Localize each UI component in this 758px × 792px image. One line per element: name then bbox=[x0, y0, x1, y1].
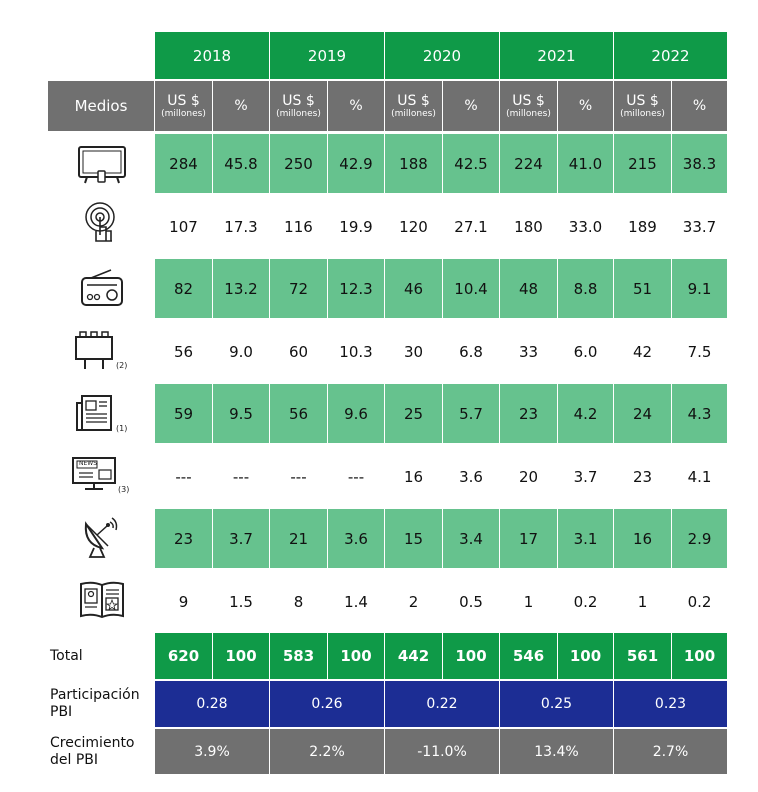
table-cell: --- bbox=[175, 467, 192, 486]
magazine-icon bbox=[76, 576, 128, 624]
table-cell: 46 bbox=[385, 259, 442, 318]
table-cell: 1 bbox=[637, 592, 648, 611]
year-2021: 2021 bbox=[500, 32, 613, 79]
table-cell: 24 bbox=[614, 384, 671, 443]
table-cell: 8 bbox=[293, 592, 304, 611]
pct-header: % bbox=[328, 81, 384, 131]
table-cell: 27.1 bbox=[454, 217, 488, 236]
table-cell: 3.7 bbox=[573, 467, 598, 486]
usd-header bbox=[155, 81, 212, 131]
table-cell: 17.3 bbox=[224, 217, 258, 236]
usd-header bbox=[270, 81, 327, 131]
participacion-cell: 0.22 bbox=[385, 681, 499, 727]
table-cell: 16 bbox=[614, 509, 671, 568]
total-cell: 583 bbox=[270, 633, 327, 679]
total-cell: 100 bbox=[443, 633, 499, 679]
usd-header-sublabel: (millones) bbox=[391, 108, 436, 119]
table-cell: 3.1 bbox=[558, 509, 613, 568]
crecimiento-label: Crecimiento del PBI bbox=[50, 735, 135, 768]
table-cell: 10.3 bbox=[339, 342, 373, 361]
participacion-cell: 0.25 bbox=[500, 681, 613, 727]
table-cell: 215 bbox=[614, 134, 671, 193]
usd-header-label: US $ bbox=[282, 92, 315, 109]
participacion-cell: 0.23 bbox=[614, 681, 727, 727]
table-cell: 107 bbox=[169, 217, 198, 236]
total-cell: 442 bbox=[385, 633, 442, 679]
news-monitor-label: NEWS bbox=[79, 460, 98, 467]
year-2018: 2018 bbox=[155, 32, 269, 79]
table-cell: 9.0 bbox=[229, 342, 253, 361]
billboard-icon bbox=[72, 327, 116, 373]
satellite-dish-icon bbox=[78, 512, 126, 562]
touch-screen-icon bbox=[78, 200, 126, 248]
table-cell: 33.0 bbox=[568, 217, 603, 236]
table-cell: 3.4 bbox=[443, 509, 499, 568]
table-cell: 51 bbox=[614, 259, 671, 318]
table-cell: 0.2 bbox=[687, 592, 712, 611]
table-cell: 33.7 bbox=[682, 217, 717, 236]
table-cell: 7.5 bbox=[687, 342, 712, 361]
total-label: Total bbox=[50, 647, 83, 664]
table-cell: 3.6 bbox=[459, 467, 483, 486]
table-cell: 21 bbox=[270, 509, 327, 568]
table-cell: 10.4 bbox=[443, 259, 499, 318]
table-cell: 56 bbox=[173, 342, 194, 361]
table-cell: --- bbox=[290, 467, 307, 486]
year-2019: 2019 bbox=[270, 32, 384, 79]
total-cell: 546 bbox=[500, 633, 557, 679]
table-cell: 9.5 bbox=[213, 384, 269, 443]
usd-header-sublabel: (millones) bbox=[620, 108, 665, 119]
usd-header bbox=[385, 81, 442, 131]
table-cell: 82 bbox=[155, 259, 212, 318]
table-cell: 23 bbox=[500, 384, 557, 443]
usd-header bbox=[614, 81, 671, 131]
table-cell: 250 bbox=[270, 134, 327, 193]
table-cell: 2.9 bbox=[672, 509, 727, 568]
usd-header bbox=[500, 81, 557, 131]
newspaper-icon bbox=[72, 390, 116, 436]
table-cell: 1.4 bbox=[344, 592, 368, 611]
participacion-cell: 0.26 bbox=[270, 681, 384, 727]
year-2020: 2020 bbox=[385, 32, 499, 79]
table-cell: 6.8 bbox=[459, 342, 483, 361]
table-cell: 38.3 bbox=[672, 134, 727, 193]
table-cell: 0.2 bbox=[573, 592, 598, 611]
billboard-note: (2) bbox=[116, 361, 128, 370]
table-cell: 3.7 bbox=[213, 509, 269, 568]
usd-header-label: US $ bbox=[397, 92, 430, 109]
total-cell: 561 bbox=[614, 633, 671, 679]
crecimiento-cell: 2.2% bbox=[270, 729, 384, 774]
table-cell: 4.3 bbox=[672, 384, 727, 443]
news-monitor-note: (3) bbox=[118, 485, 130, 494]
table-cell: 2 bbox=[408, 592, 419, 611]
table-cell: 59 bbox=[155, 384, 212, 443]
total-cell: 100 bbox=[328, 633, 384, 679]
table-cell: 224 bbox=[500, 134, 557, 193]
table-cell: 9 bbox=[178, 592, 189, 611]
tv-icon bbox=[74, 142, 130, 188]
table-cell: 4.1 bbox=[687, 467, 712, 486]
table-cell: 9.1 bbox=[672, 259, 727, 318]
pct-header: % bbox=[672, 81, 727, 131]
crecimiento-cell: -11.0% bbox=[385, 729, 499, 774]
year-2022: 2022 bbox=[614, 32, 727, 79]
table-cell: 188 bbox=[385, 134, 442, 193]
table-cell: 33 bbox=[518, 342, 539, 361]
participacion-cell: 0.28 bbox=[155, 681, 269, 727]
table-cell: 284 bbox=[155, 134, 212, 193]
usd-header-sublabel: (millones) bbox=[161, 108, 206, 119]
crecimiento-cell: 3.9% bbox=[155, 729, 269, 774]
table-cell: 120 bbox=[399, 217, 428, 236]
table-cell: 16 bbox=[403, 467, 424, 486]
participacion-label: Participación PBI bbox=[50, 687, 140, 720]
crecimiento-cell: 2.7% bbox=[614, 729, 727, 774]
table-cell: 1.5 bbox=[229, 592, 253, 611]
table-cell: 72 bbox=[270, 259, 327, 318]
table-cell: 48 bbox=[500, 259, 557, 318]
crecimiento-cell: 13.4% bbox=[500, 729, 613, 774]
usd-header-label: US $ bbox=[512, 92, 545, 109]
table-cell: 23 bbox=[632, 467, 653, 486]
table-cell: 9.6 bbox=[328, 384, 384, 443]
table-cell: 3.6 bbox=[328, 509, 384, 568]
radio-icon bbox=[76, 264, 128, 312]
table-cell: 15 bbox=[385, 509, 442, 568]
table-cell: 1 bbox=[523, 592, 534, 611]
medios-header: Medios bbox=[48, 81, 154, 131]
table-cell: 45.8 bbox=[213, 134, 269, 193]
usd-header-label: US $ bbox=[626, 92, 659, 109]
table-cell: 20 bbox=[518, 467, 539, 486]
total-cell: 100 bbox=[672, 633, 727, 679]
table-cell: 116 bbox=[284, 217, 313, 236]
pct-header: % bbox=[558, 81, 613, 131]
table-cell: 4.2 bbox=[558, 384, 613, 443]
table-cell: 19.9 bbox=[339, 217, 373, 236]
total-cell: 100 bbox=[558, 633, 613, 679]
table-cell: --- bbox=[347, 467, 365, 486]
table-cell: 42 bbox=[632, 342, 653, 361]
table-cell: 42.5 bbox=[443, 134, 499, 193]
table-cell: 30 bbox=[403, 342, 424, 361]
usd-header-sublabel: (millones) bbox=[506, 108, 551, 119]
pct-header: % bbox=[443, 81, 499, 131]
table-cell: --- bbox=[232, 467, 250, 486]
table-cell: 17 bbox=[500, 509, 557, 568]
table-cell: 0.5 bbox=[459, 592, 483, 611]
table-cell: 60 bbox=[288, 342, 309, 361]
table-cell: 42.9 bbox=[328, 134, 384, 193]
table-cell: 13.2 bbox=[213, 259, 269, 318]
table-cell: 23 bbox=[155, 509, 212, 568]
table-cell: 12.3 bbox=[328, 259, 384, 318]
newspaper-note: (1) bbox=[116, 424, 128, 433]
table-cell: 56 bbox=[270, 384, 327, 443]
table-cell: 6.0 bbox=[573, 342, 598, 361]
usd-header-label: US $ bbox=[167, 92, 200, 109]
table-cell: 41.0 bbox=[558, 134, 613, 193]
table-cell: 25 bbox=[385, 384, 442, 443]
pct-header: % bbox=[213, 81, 269, 131]
table-cell: 8.8 bbox=[558, 259, 613, 318]
total-cell: 100 bbox=[213, 633, 269, 679]
total-cell: 620 bbox=[155, 633, 212, 679]
usd-header-sublabel: (millones) bbox=[276, 108, 321, 119]
table-cell: 189 bbox=[628, 217, 657, 236]
table-cell: 5.7 bbox=[443, 384, 499, 443]
table-cell: 180 bbox=[514, 217, 543, 236]
